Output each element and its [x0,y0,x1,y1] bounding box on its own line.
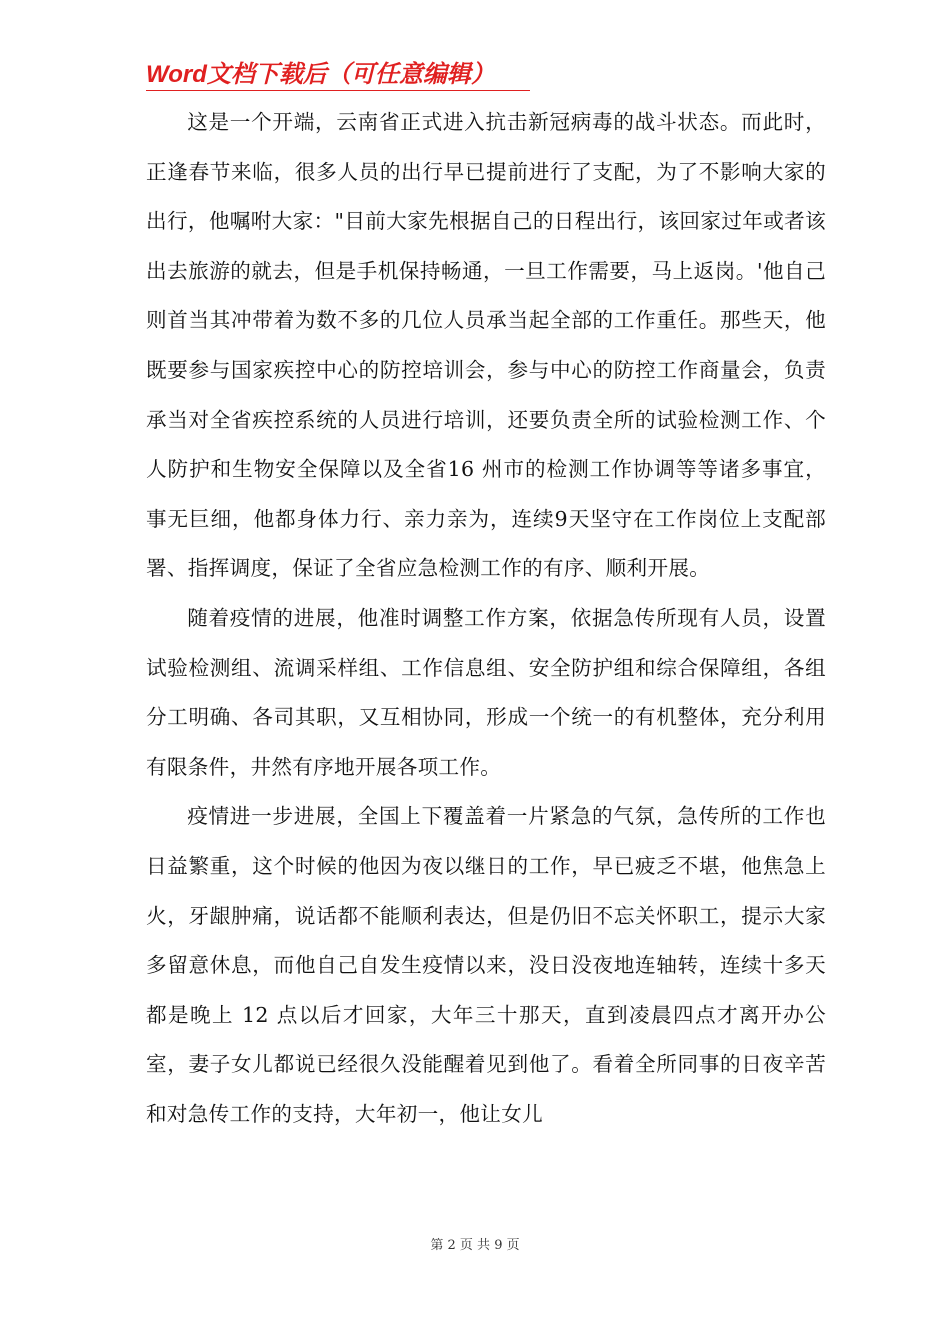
paragraph-1: 这是一个开端，云南省正式进入抗击新冠病毒的战斗状态。而此时，正逢春节来临，很多人员的出行早已提前进行了支配，为了不影响大家的出行，他嘱咐大家："目前大家先根据自己的日程出行，该回家过年或者该出去旅游的就去，但是手机保持畅通，一旦工作需要，马上返岗。'他自己则首当其冲带着为数不多的几位人员承当起全部的工作重任。那些天，他既要参与国家疾控中心的防控培训会，参与中心的防控工作商量会，负责承当对全省疾控系统的人员进行培训，还要负责全所的试验检测工作、个人防护和生物安全保障以及全省16 州市的检测工作协调等等诸多事宜，事无巨细，他都身体力行、亲力亲为，连续9天坚守在工作岗位上支配部署、指挥调度，保证了全省应急检测工作的有序、顺利开展。 [146,110,826,581]
document-body [146,98,826,1139]
document-header-title: Word文档下载后（可任意编辑） [146,61,495,88]
paragraph-2: 随着疫情的进展，他准时调整工作方案，依据急传所现有人员，设置试验检测组、流调采样组、工作信息组、安全防护组和综合保障组，各组分工明确、各司其职，又互相协同，形成一个统一的有机整体，充分利用有限条件，井然有序地开展各项工作。 [146,605,826,779]
paragraph-3: 疫情进一步进展，全国上下覆盖着一片紧急的气氛，急传所的工作也日益繁重，这个时候的他因为夜以继日的工作，早已疲乏不堪，他焦急上火，牙龈肿痛，说话都不能顺利表达，但是仍旧不忘关怀职工，提示大家多留意休息，而他自己自发生疫情以来，没日没夜地连轴转，连续十多天都是晚上 12 点以后才回家，大年三十那天，直到凌晨四点才离开办公室，妻子女儿都说已经很久没能醒着见到他了。看着全所同事的日夜辛苦和对急传工作的支持，大年初一，他让女儿 [146,804,826,1126]
header-underline [146,90,530,91]
page-number-footer: 第 2 页 共 9 页 [430,1238,520,1253]
